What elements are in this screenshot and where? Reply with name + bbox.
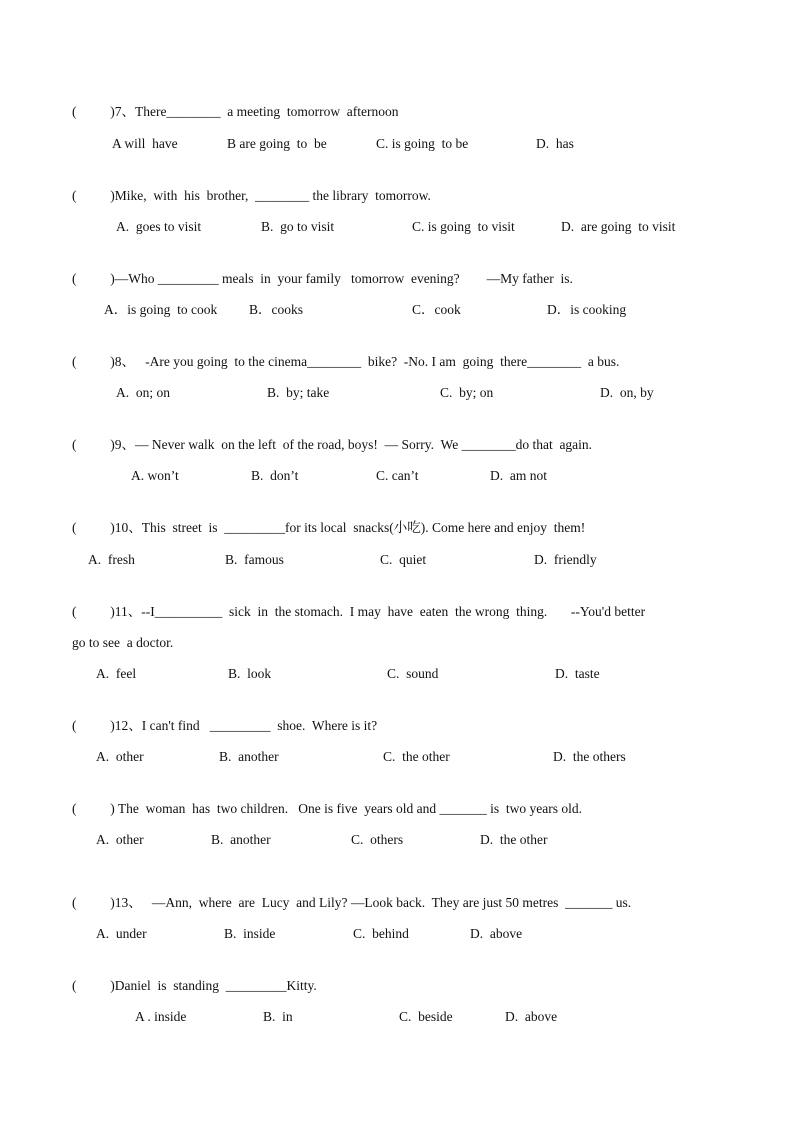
option-a: A. fresh (88, 552, 135, 567)
option-a: A．is going to cook (104, 302, 218, 317)
option-c: C. behind (353, 926, 409, 941)
option-b: B. go to visit (261, 219, 335, 234)
question-stem: ( )Daniel is standing _________Kitty. (72, 978, 317, 993)
question-stem: ( )7、There________ a meeting tomorrow afternoon (72, 104, 399, 119)
option-b: B. another (219, 749, 279, 764)
option-c: C. beside (399, 1009, 453, 1024)
option-c: C. others (351, 832, 404, 847)
question-stem: ( )11、--I__________ sick in the stomach. I may have eaten the wrong thing. --You'd better (72, 604, 646, 619)
option-d: D. on, by (600, 385, 654, 400)
question-stem: ( )9、— Never walk on the left of the road, boys! — Sorry. We ________do that again. (72, 437, 593, 452)
option-a: A will have (112, 136, 178, 151)
option-b: B. don’t (251, 468, 299, 483)
option-b: B．cooks (249, 302, 303, 317)
option-a: A. won’t (131, 468, 179, 483)
option-b: B. by; take (267, 385, 330, 400)
option-b: B. inside (224, 926, 276, 941)
option-a: A. on; on (116, 385, 170, 400)
option-b: B. famous (225, 552, 284, 567)
option-c: C. by; on (440, 385, 494, 400)
question-stem: ( )10、This street is _________for its local snacks(小吃). Come here and enjoy them! (72, 520, 586, 535)
option-b: B. in (263, 1009, 293, 1024)
option-c: C. the other (383, 749, 450, 764)
option-a: A. other (96, 749, 144, 764)
option-d: D. has (536, 136, 574, 151)
option-b: B. look (228, 666, 272, 681)
option-d: D. are going to visit (561, 219, 676, 234)
option-d: D. above (505, 1009, 558, 1024)
question-stem: ( )—Who _________ meals in your family tomorrow evening? —My father is. (72, 271, 573, 286)
option-d: D. am not (490, 468, 547, 483)
option-d: D. above (470, 926, 523, 941)
option-d: D. the others (553, 749, 626, 764)
question-stem-continued: go to see a doctor. (72, 635, 174, 650)
question-stem: ( )13、 —Ann, where are Lucy and Lily? —Look back. They are just 50 metres _______ us. (72, 895, 632, 910)
option-c: C. quiet (380, 552, 427, 567)
option-a: A. other (96, 832, 144, 847)
option-d: D．is cooking (547, 302, 627, 317)
option-c: C. sound (387, 666, 439, 681)
option-a: A . inside (135, 1009, 187, 1024)
option-d: D. friendly (534, 552, 597, 567)
question-stem: ( )12、I can't find _________ shoe. Where is it? (72, 718, 378, 733)
option-a: A. under (96, 926, 147, 941)
option-a: A. goes to visit (116, 219, 202, 234)
question-stem: ( )8、 -Are you going to the cinema________ bike? -No. I am going there________ a bus. (72, 354, 620, 369)
option-a: A. feel (96, 666, 137, 681)
question-stem: ( ) The woman has two children. One is five years old and _______ is two years old. (72, 801, 583, 816)
option-c: C. is going to be (376, 136, 469, 151)
option-c: C. can’t (376, 468, 419, 483)
option-d: D. the other (480, 832, 548, 847)
option-b: B. another (211, 832, 271, 847)
option-b: B are going to be (227, 136, 327, 151)
option-d: D. taste (555, 666, 600, 681)
question-stem: ( )Mike, with his brother, ________ the library tomorrow. (72, 188, 431, 203)
option-c: C．cook (412, 302, 461, 317)
option-c: C. is going to visit (412, 219, 515, 234)
